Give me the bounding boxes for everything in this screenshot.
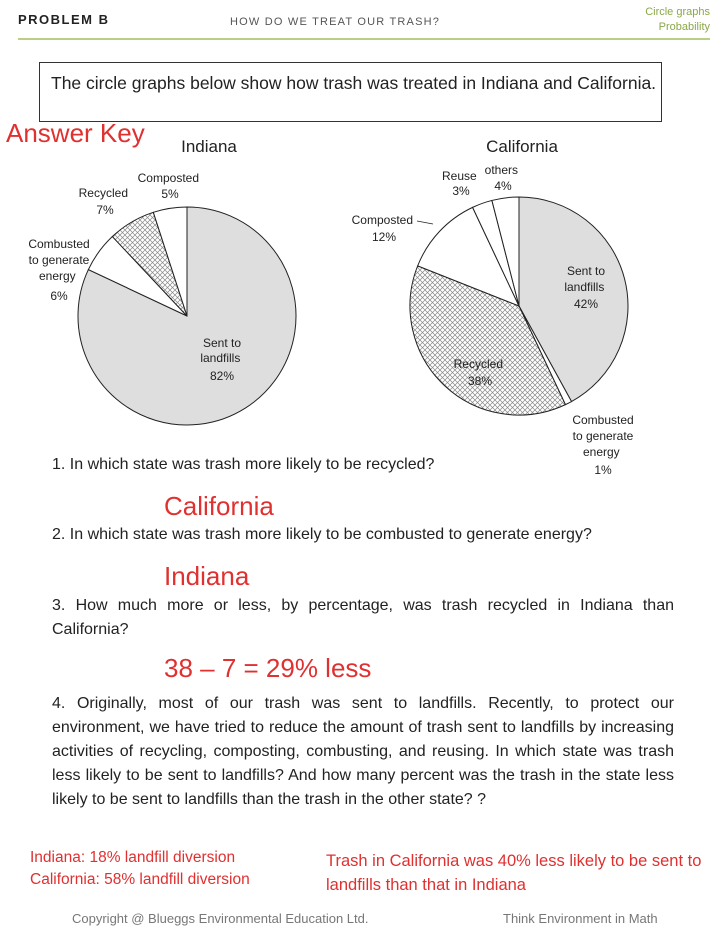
intro-box: The circle graphs below show how trash was treated in Indiana and California. <box>39 62 662 122</box>
indiana-composted-label: Composted 5% <box>137 171 200 201</box>
q4-answer-right: Trash in California was 40% less likely to be sent to landfills than that in Indiana <box>326 852 702 894</box>
california-combusted-label: Combusted to generate energy 1% <box>572 413 634 477</box>
header-divider <box>18 38 710 40</box>
question-4: 4. Originally, most of our trash was sent to landfills. Recently, to protect our environment, we have tried to reduce the amount of trash sent to landfills by increasing activities of recycling, composting, combusting, and reusing. In which state was trash less likely to be sent to landfills? And how many percent was the trash in the state less likely to be sent to landfills than the trash in the other state? ? <box>52 695 674 808</box>
california-composted-leader <box>417 221 433 224</box>
q4-answer-indiana: Indiana: 18% landfill diversion <box>30 849 236 866</box>
answer-2: Indiana <box>164 561 250 591</box>
indiana-combusted-label: Combusted to generate energy 6% <box>28 237 90 303</box>
footer-tagline: Think Environment in Math <box>503 911 658 926</box>
indiana-recycled-label: Recycled 7% <box>78 186 129 217</box>
chart-title-california: California <box>486 137 558 156</box>
pie-charts <box>0 130 720 480</box>
q4-answer-california: California: 58% landfill diversion <box>30 871 250 888</box>
indiana-landfill-value: 82% <box>209 369 235 383</box>
indiana-combusted-value: 6% <box>50 289 68 303</box>
california-reuse-label: Reuse 3% <box>441 169 477 198</box>
california-recycled-label: Recycled 38% <box>453 357 504 388</box>
california-recycled-value: 38% <box>467 374 493 388</box>
question-2: 2. In which state was trash more likely to be combusted to generate energy? <box>52 526 592 543</box>
indiana-landfill-label: Sent to landfills 82% <box>200 336 242 383</box>
answer-3: 38 – 7 = 29% less <box>164 653 372 683</box>
california-combusted-value: 1% <box>594 463 612 477</box>
california-landfill-label: Sent to landfills 42% <box>564 264 606 311</box>
california-landfill-value: 42% <box>573 297 599 311</box>
topic-tag: Circle graphs <box>645 6 710 18</box>
question-3: 3. How much more or less, by percentage, was trash recycled in Indiana than California? <box>52 597 674 638</box>
california-reuse-value: 3% <box>452 184 470 198</box>
pie-chart-indiana <box>78 207 296 425</box>
problem-label: PROBLEM B <box>18 12 110 27</box>
question-1: 1. In which state was trash more likely to be recycled? <box>52 456 435 473</box>
footer-copyright: Copyright @ Blueggs Environmental Education Ltd. <box>72 911 369 926</box>
topic-tags <box>645 5 710 35</box>
california-composted-label: Composted 12% <box>351 213 414 244</box>
indiana-composted-value: 5% <box>161 187 179 201</box>
chart-title-indiana: Indiana <box>181 137 237 156</box>
topic-tag: Probability <box>658 21 710 33</box>
california-others-label: others 4% <box>484 163 519 193</box>
answer-1: California <box>164 491 274 521</box>
answer-key-label: Answer Key <box>6 118 145 148</box>
california-composted-value: 12% <box>371 230 397 244</box>
indiana-recycled-value: 7% <box>96 203 114 217</box>
california-others-value: 4% <box>494 179 512 193</box>
q4-answer-left <box>30 847 250 891</box>
worksheet-title: HOW DO WE TREAT OUR TRASH? <box>230 16 441 28</box>
